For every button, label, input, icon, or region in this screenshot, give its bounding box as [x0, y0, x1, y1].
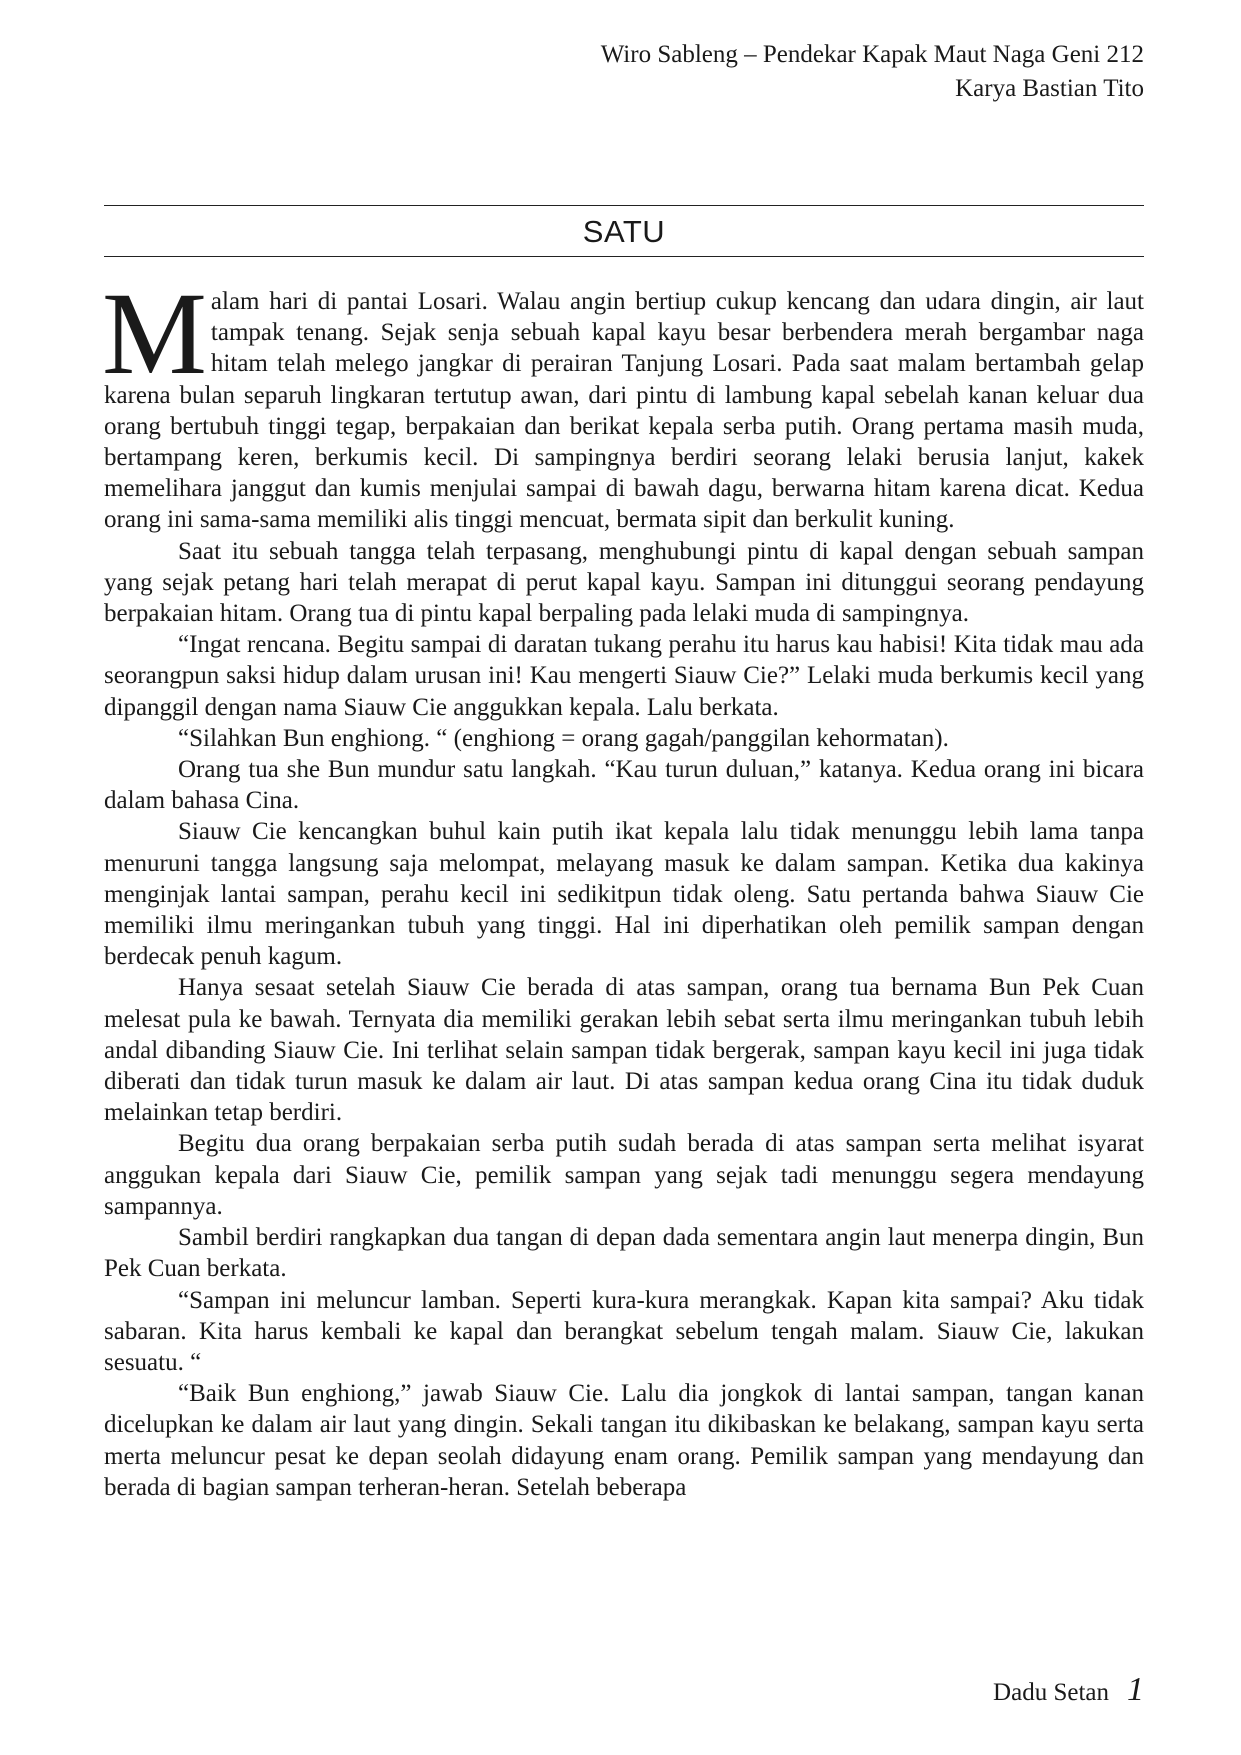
chapter-title: SATU — [582, 214, 666, 249]
title-rule-top — [104, 205, 1144, 206]
paragraph: “Ingat rencana. Begitu sampai di daratan tukang perahu itu harus kau habisi! Kita tidak mau ada seorangpun saksi hidup dalam urusan ini! Kau mengerti Siauw Cie?” Lelaki muda berkumis kecil yang dipanggil dengan nama Siauw Cie anggukkan kepala. Lalu berkata. — [104, 631, 1144, 721]
footer-book-title: Dadu Setan — [993, 1679, 1109, 1706]
first-paragraph-text: alam hari di pantai Losari. Walau angin bertiup cukup kencang dan udara dingin, air laut tampak tenang. Sejak senja sebuah kapal kayu besar berbendera merah bergambar naga hitam telah melego jangkar di perairan Tanjung Losari. Pada saat malam bertambah gelap karena bulan separuh lingkaran tertutup awan, dari pintu di lambung kapal sebelah kanan keluar dua orang bertubuh tinggi tegap, berpakaian dan berikat kepala serba putih. Orang pertama masih muda, bertampang keren, berkumis kecil. Di sampingnya berdiri seorang lelaki berusia lanjut, kakek memelihara janggut dan kumis menjulai sampai di bawah dagu, berwarna hitam karena dicat. Kedua orang ini sama-sama memiliki alis tinggi mencuat, bermata sipit dan berkulit kuning. — [104, 288, 1144, 534]
paragraph: “Baik Bun enghiong,” jawab Siauw Cie. Lalu dia jongkok di lantai sampan, tangan kanan dicelupkan ke dalam air laut yang dingin. Sekali tangan itu dikibaskan ke belakang, sampan kayu serta merta meluncur pesat ke depan seolah didayung enam orang. Pemilik sampan yang mendayung dan berada di bagian sampan terheran-heran. Setelah beberapa — [104, 1380, 1144, 1501]
header-author: Karya Bastian Tito — [955, 75, 1144, 102]
header-series-title: Wiro Sableng – Pendekar Kapak Maut Naga Geni 212 — [600, 41, 1144, 68]
paragraph: “Silahkan Bun enghiong. “ (enghiong = orang gagah/panggilan kehormatan). — [178, 724, 949, 752]
paragraph: Hanya sesaat setelah Siauw Cie berada di atas sampan, orang tua bernama Bun Pek Cuan melesat pula ke bawah. Ternyata dia memiliki gerakan lebih sebat serta ilmu meringankan tubuh lebih andal dibanding Siauw Cie. Ini terlihat selain sampan tidak bergerak, sampan kayu kecil ini juga tidak diberati dan tidak turun masuk ke dalam air laut. Di atas sampan kedua orang Cina itu tidak duduk melainkan tetap berdiri. — [104, 974, 1144, 1127]
page-footer — [993, 1672, 1144, 1711]
title-rule-bottom — [104, 256, 1144, 257]
paragraph — [102, 268, 1144, 536]
paragraph: “Sampan ini meluncur lamban. Seperti kura-kura merangkak. Kapan kita sampai? Aku tidak sabaran. Kita harus kembali ke kapal dan berangkat sebelum tengah malam. Siauw Cie, lakukan sesuatu. “ — [104, 1286, 1144, 1376]
paragraph: Begitu dua orang berpakaian serba putih sudah berada di atas sampan serta melihat isyarat anggukan kepala dari Siauw Cie, pemilik sampan yang sejak tadi menunggu segera mendayung sampannya. — [104, 1130, 1144, 1220]
paragraph: Sambil berdiri rangkapkan dua tangan di depan dada sementara angin laut menerpa dingin, Bun Pek Cuan berkata. — [104, 1224, 1144, 1283]
paragraph: Saat itu sebuah tangga telah terpasang, menghubungi pintu di kapal dengan sebuah sampan yang sejak petang hari telah merapat di perut kapal kayu. Sampan ini ditunggui seorang pendayung berpakaian hitam. Orang tua di pintu kapal berpaling pada lelaki muda di sampingnya. — [104, 537, 1144, 628]
paragraph: Orang tua she Bun mundur satu langkah. “Kau turun duluan,” katanya. Kedua orang ini bicara dalam bahasa Cina. — [104, 756, 1144, 815]
paragraph: Siauw Cie kencangkan buhul kain putih ikat kepala lalu tidak menunggu lebih lama tanpa menuruni tangga langsung saja melompat, melayang masuk ke dalam sampan. Ketika dua kakinya menginjak lantai sampan, perahu kecil ini sedikitpun tidak oleng. Satu pertanda bahwa Siauw Cie memiliki ilmu meringankan tubuh yang tinggi. Hal ini diperhatikan oleh pemilik sampan dengan berdecak penuh kagum. — [104, 818, 1144, 971]
drop-cap: M — [102, 268, 207, 399]
body-text — [102, 268, 1144, 1503]
page-number: 1 — [1127, 1671, 1144, 1708]
running-header — [601, 38, 1144, 106]
